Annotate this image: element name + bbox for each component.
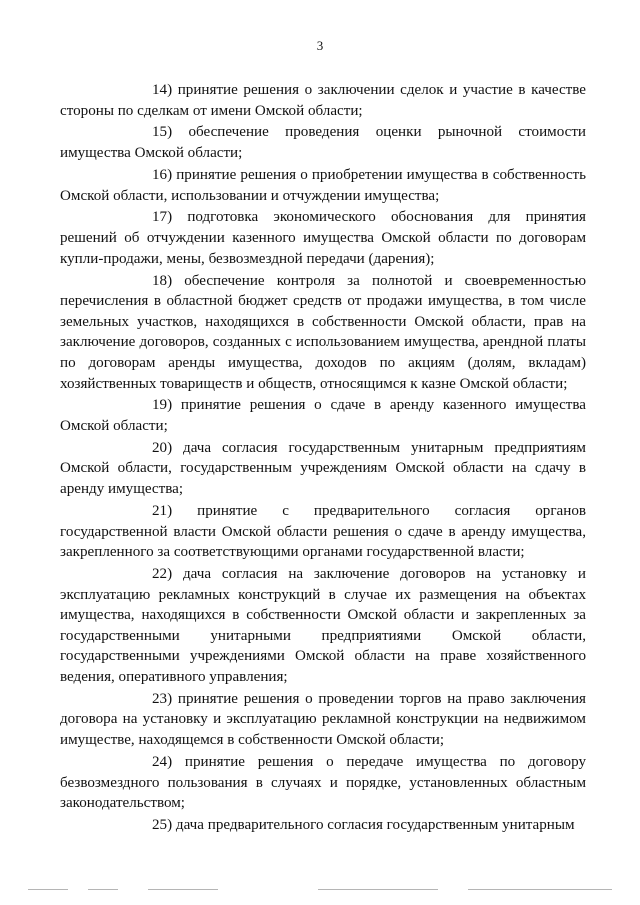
scan-footer-marks — [28, 889, 612, 893]
item-text: принятие решения о заключении сделок и участие в качестве стороны по сделкам от имени Омской области; — [60, 82, 586, 119]
item-text: принятие с предварительного согласия органов государственной власти Омской области решения о сдаче в аренду имущества, закрепленного за соответствующими органами государственной власти; — [60, 502, 586, 561]
scan-mark — [148, 889, 218, 890]
item-number: 14) — [152, 82, 173, 98]
scan-mark — [28, 889, 68, 890]
item-number: 22) — [152, 566, 173, 583]
item-number: 23) — [152, 690, 173, 707]
item-number: 21) — [152, 502, 173, 519]
item-number: 19) — [152, 397, 173, 414]
item-text: дача согласия государственным унитарным предприятиям Омской области, государственным учреждениям Омской области на сдачу в аренду имущества; — [60, 439, 586, 498]
list-item — [60, 564, 586, 688]
list-item — [60, 815, 586, 836]
item-number: 15) — [152, 124, 173, 141]
list-item — [60, 689, 586, 751]
list-item — [60, 271, 586, 395]
list-item — [60, 165, 586, 206]
list-item — [60, 207, 586, 269]
item-number: 17) — [152, 209, 173, 226]
item-text: дача предварительного согласия государственным унитарным — [175, 817, 575, 834]
list-item — [60, 80, 586, 121]
item-text: подготовка экономического обоснования для принятия решений об отчуждении казенного имущества Омской области по договорам купли-продажи, мены, безвозмездной передачи (дарения); — [60, 209, 587, 267]
list-item — [60, 122, 586, 163]
item-number: 18) — [152, 272, 173, 289]
item-text: принятие решения о приобретении имущества в собственность Омской области, использовании и отчуждении имущества; — [60, 166, 586, 204]
item-text: принятие решения о передаче имущества по договору безвозмездного пользования в случаях и порядке, установленных областным законодательством; — [60, 753, 586, 812]
list-item — [60, 752, 586, 814]
item-text: дача согласия на заключение договоров на установку и эксплуатацию рекламных конструкций в случае их размещения на объектах имущества, находящихся в собственности Омской области и закрепленных за государственными унитарными предприятиями Омской области, государственными учреждениями Омской области на праве хозяйственного ведения, оперативного управления; — [60, 566, 586, 685]
item-number: 24) — [152, 753, 173, 770]
list-item — [60, 438, 586, 500]
scan-mark — [88, 889, 118, 890]
item-number: 20) — [152, 439, 173, 456]
item-text: принятие решения о проведении торгов на право заключения договора на установку и эксплуатацию рекламной конструкции на недвижимом имуществе, находящемся в собственности Омской области; — [60, 690, 586, 749]
item-text: обеспечение контроля за полнотой и своевременностью перечисления в областной бюджет средств от продажи имущества, в том числе земельных участков, находящихся в собственности Омской области, прав на заключение договоров, созданных с использованием имущества, арендной платы по договорам аренды имущества, доходов по акциям (долям, вкладам) хозяйственных товариществ и обществ, относящимся к казне Омской области; — [60, 272, 586, 392]
item-number: 25) — [152, 817, 173, 834]
page-number: 3 — [316, 38, 324, 53]
document-body — [60, 80, 586, 837]
list-item — [60, 395, 586, 436]
scan-mark — [318, 889, 438, 890]
list-item — [60, 501, 586, 563]
scan-mark — [468, 889, 612, 890]
item-number: 16) — [152, 166, 173, 183]
item-text: принятие решения о сдаче в аренду казенного имущества Омской области; — [60, 397, 586, 434]
item-text: обеспечение проведения оценки рыночной стоимости имущества Омской области; — [60, 124, 586, 162]
